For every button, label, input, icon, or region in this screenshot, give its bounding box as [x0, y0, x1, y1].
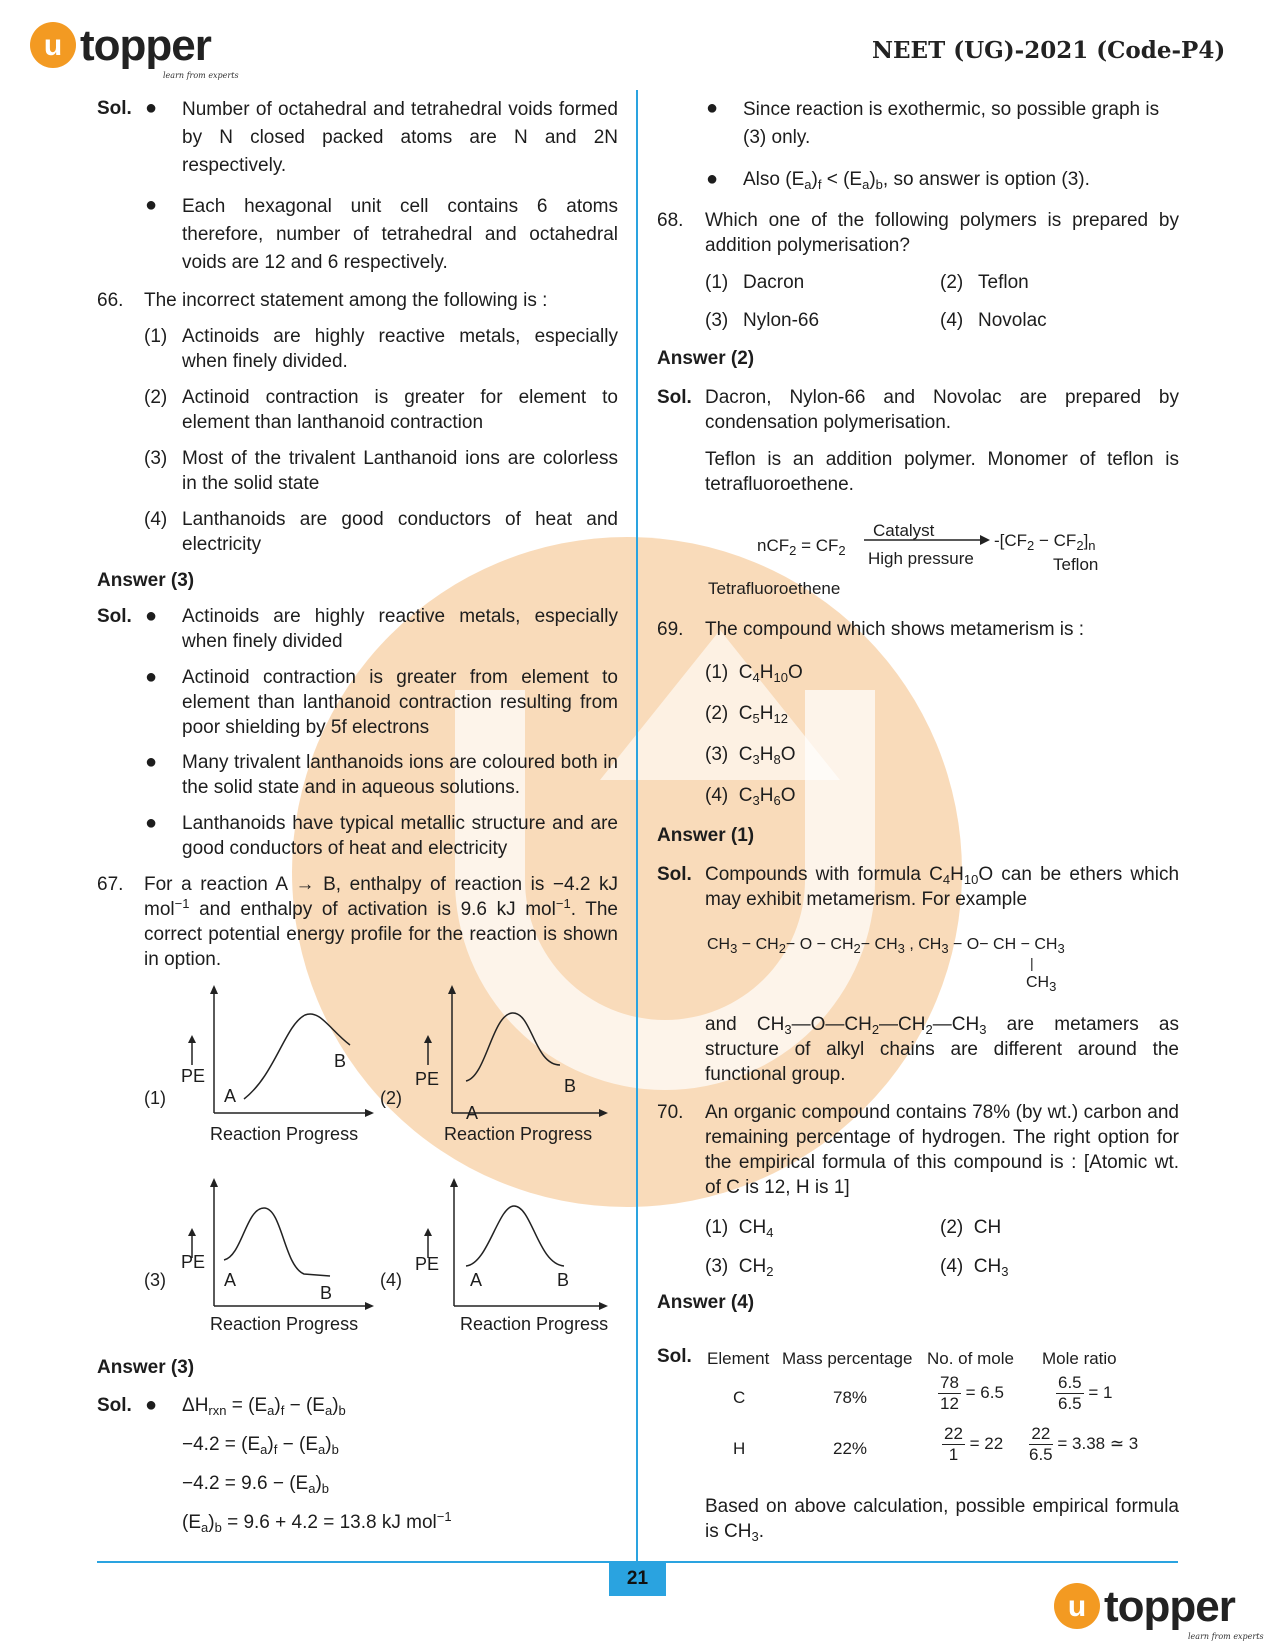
q67-sol-line-3: $-4.2 = 9.6 - (E_a)_b$	[182, 1473, 330, 1496]
q68-opt-3: Nylon-66	[743, 310, 820, 331]
q69-answer: Answer (1)	[657, 825, 755, 846]
logo-tagline: learn from experts	[163, 71, 239, 80]
q66-text: The incorrect statement among the following is :	[144, 290, 548, 311]
q66-number: 66.	[97, 290, 124, 311]
label-a: A	[470, 1270, 483, 1290]
x-axis-label: Reaction Progress	[210, 1314, 359, 1334]
logo-u-icon: u	[30, 22, 76, 68]
q66-opt-num: (4)	[144, 509, 168, 530]
table-cell-ratio: $\frac{22}{6.5}$ = 3.38 ≃ 3	[1029, 1424, 1139, 1464]
q68-opt-num: (1)	[705, 272, 729, 293]
branch-ch3: $CH_3$	[1026, 974, 1057, 994]
reaction-product: $-[CF_2 - CF_2]_n$	[994, 531, 1096, 553]
q68-opt-num: (4)	[940, 310, 964, 331]
q66-sol-4: Lanthanoids have typical metallic structure and are good conductors of heat and electricity	[182, 813, 618, 859]
q69-sol-text: Compounds with formula $C_4H_{10}O$ can be ethers which may exhibit metamerism. For example	[705, 864, 1180, 910]
table-cell-element: H	[733, 1439, 746, 1458]
graph-option-label: (1)	[144, 1088, 166, 1108]
bullet-icon: ●	[145, 751, 158, 773]
x-axis-label: Reaction Progress	[210, 1124, 359, 1144]
bullet-icon: ●	[706, 97, 719, 119]
q69-opt-1: (1) $C_4H_{10}O$	[705, 662, 803, 685]
header-logo	[30, 22, 211, 68]
q67-number: 67.	[97, 874, 124, 895]
q70-opt-2: (2) CH	[940, 1217, 1002, 1238]
logo-text: topper	[1104, 1581, 1235, 1631]
q69-text: The compound which shows metamerism is :	[705, 619, 1085, 640]
sol-label: Sol.	[97, 1395, 132, 1416]
q67-text: For a reaction A → B, enthalpy of reaction is −4.2 kJ mol$^{-1}$ and enthalpy of activation is 9.6 kJ mol$^{-1}$. The correct potential energy profile for the reaction is shown in option.	[144, 874, 618, 970]
table-header-mass: Mass percentage	[782, 1349, 913, 1368]
column-divider	[636, 90, 638, 1580]
q68-text: Which one of the following polymers is prepared by addition polymerisation?	[705, 210, 1179, 256]
pe-label: PE	[181, 1252, 206, 1272]
graph-option-label: (3)	[144, 1270, 166, 1290]
q68-opt-num: (3)	[705, 310, 729, 331]
q66-opt-1: Actinoids are highly reactive metals, especially when finely divided.	[182, 326, 618, 372]
reaction-reactant: $nCF_2 = CF_2$	[757, 536, 846, 558]
q66-sol-1: Actinoids are highly reactive metals, especially when finely divided	[182, 606, 618, 652]
label-a: A	[466, 1103, 479, 1123]
logo-tagline: learn from experts	[1188, 1632, 1264, 1641]
label-b: B	[334, 1051, 347, 1071]
q68-opt-2: Teflon	[978, 272, 1029, 293]
sol-label: Sol.	[657, 387, 692, 408]
q69-sol-conclusion: and $CH_3—O—CH_2—CH_2—CH_3$ are metamers as structure of alkyl chains are different around the functional group.	[705, 1014, 1179, 1085]
label-a: A	[224, 1270, 237, 1290]
q69-opt-4: (4) $C_3H_6O$	[705, 785, 796, 808]
q70-number: 70.	[657, 1102, 684, 1123]
table-header-ratio: Mole ratio	[1042, 1349, 1117, 1368]
reaction-arrow-icon	[864, 534, 992, 546]
bullet-icon: ●	[145, 666, 158, 688]
energy-profile-graph-4	[414, 1178, 614, 1318]
pressure-label: High pressure	[868, 549, 974, 568]
q70-text: An organic compound contains 78% (by wt.) carbon and remaining percentage of hydrogen. The right option for the empirical formula of this compound is : [Atomic wt. of C is 12, H is 1]	[705, 1102, 1179, 1198]
q66-opt-2: Actinoid contraction is greater for element to element than lanthanoid contraction	[182, 387, 618, 433]
bullet-icon: ●	[145, 97, 158, 119]
q68-opt-1: Dacron	[743, 272, 805, 293]
q67-sol-line-2: $-4.2 = (E_a)_f - (E_a)_b$	[182, 1434, 339, 1457]
q69-opt-2: (2) $C_5H_{12}$	[705, 703, 788, 726]
bullet-icon: ●	[145, 812, 158, 834]
sol-label: Sol.	[657, 1346, 692, 1367]
q67-sol-line-4: $(E_a)_b = 9.6 + 4.2 = 13.8$ kJ mol$^{-1}$	[182, 1509, 452, 1535]
q68-sol-2: Teflon is an addition polymer. Monomer of teflon is tetrafluoroethene.	[705, 449, 1179, 495]
logo-u-icon: u	[1054, 1583, 1100, 1629]
energy-profile-graph-3	[180, 1178, 380, 1318]
teflon-label: Teflon	[1053, 555, 1099, 574]
q70-opt-1: (1) $CH_4$	[705, 1217, 774, 1240]
q69-opt-3: (3) $C_3H_8O$	[705, 744, 796, 767]
sol-label: Sol.	[97, 606, 132, 627]
q68-opt-num: (2)	[940, 272, 964, 293]
table-cell-ratio: $\frac{6.5}{6.5}$ = 1	[1058, 1373, 1113, 1413]
pe-label: PE	[181, 1066, 206, 1086]
sol-bullet-2: Each hexagonal unit cell contains 6 atoms therefore, number of tetrahedral and octahedral voids are 12 and 6 respectively.	[182, 196, 618, 273]
pe-label: PE	[415, 1069, 440, 1089]
branch-bond: |	[1030, 955, 1034, 971]
page-title: NEET (UG)-2021 (Code-P4)	[872, 37, 1226, 64]
bullet-icon: ●	[145, 194, 158, 216]
q66-answer: Answer (3)	[97, 570, 195, 591]
q70-opt-3: (3) $CH_2$	[705, 1256, 774, 1279]
footer-logo	[1054, 1583, 1235, 1629]
bullet-icon: ●	[145, 605, 158, 627]
q68-answer: Answer (2)	[657, 348, 755, 369]
graph-option-label: (2)	[380, 1088, 402, 1108]
tfe-label: Tetrafluoroethene	[708, 579, 841, 598]
bullet-icon: ●	[706, 168, 719, 190]
q68-opt-4: Novolac	[978, 310, 1047, 331]
table-cell-mass: 78%	[833, 1388, 868, 1407]
table-cell-mass: 22%	[833, 1439, 868, 1458]
q69-number: 69.	[657, 619, 684, 640]
q70-opt-4: (4) $CH_3$	[940, 1256, 1009, 1279]
label-b: B	[320, 1283, 333, 1303]
q67-answer: Answer (3)	[97, 1357, 195, 1378]
pe-label: PE	[415, 1254, 440, 1274]
graph-option-label: (4)	[380, 1270, 402, 1290]
q68-number: 68.	[657, 210, 684, 231]
q66-opt-num: (1)	[144, 326, 168, 347]
logo-text: topper	[80, 20, 211, 70]
table-cell-element: C	[733, 1388, 746, 1407]
page-number: 21	[609, 1562, 666, 1596]
x-axis-label: Reaction Progress	[460, 1314, 609, 1334]
label-b: B	[564, 1076, 577, 1096]
q67-sol-bullet-2: Since reaction is exothermic, so possible graph is (3) only.	[743, 99, 1160, 148]
q66-opt-3: Most of the trivalent Lanthanoid ions are colorless in the solid state	[182, 448, 618, 494]
energy-profile-graph-2	[414, 985, 614, 1125]
table-cell-moles: $\frac{78}{12}$ = 6.5	[940, 1373, 1004, 1413]
q67-sol-bullet-3: Also $(E_a)_f < (E_a)_b$, so answer is option (3).	[743, 169, 1090, 192]
label-b: B	[557, 1270, 570, 1290]
energy-profile-graph-1	[180, 985, 380, 1125]
q70-conclusion: Based on above calculation, possible empirical formula is $CH_3$.	[705, 1496, 1179, 1544]
table-header-element: Element	[707, 1349, 770, 1368]
q66-opt-num: (3)	[144, 448, 168, 469]
q66-opt-4: Lanthanoids are good conductors of heat and electricity	[182, 509, 618, 555]
sol-label: Sol.	[657, 864, 692, 885]
q70-answer: Answer (4)	[657, 1292, 755, 1313]
label-a: A	[224, 1086, 237, 1106]
sol-bullet-1: Number of octahedral and tetrahedral voids formed by N closed packed atoms are N and 2N respectively.	[182, 99, 618, 176]
table-header-moles: No. of mole	[927, 1349, 1014, 1368]
bullet-icon: ●	[145, 1394, 158, 1416]
q66-opt-num: (2)	[144, 387, 168, 408]
catalyst-label: Catalyst	[873, 521, 935, 540]
sol-label: Sol.	[97, 98, 132, 119]
table-cell-moles: $\frac{22}{1}$ = 22	[944, 1424, 1004, 1464]
q66-sol-2: Actinoid contraction is greater from element to element than lanthanoid contraction resulting from poor shielding by 5f electrons	[182, 667, 618, 738]
q67-sol-line-1: $\Delta H_{rxn} = (E_a)_f - (E_a)_b$	[182, 1395, 346, 1418]
ether-structure-1: $CH_3 - CH_2- O - CH_2- CH_3$ , $CH_3 - O-$ CH − $CH_3$	[707, 936, 1065, 956]
q66-sol-3: Many trivalent lanthanoids ions are coloured both in the solid state and in aqueous solutions.	[182, 752, 618, 798]
q68-sol-1: Dacron, Nylon-66 and Novolac are prepared by condensation polymerisation.	[705, 387, 1179, 433]
x-axis-label: Reaction Progress	[444, 1124, 593, 1144]
